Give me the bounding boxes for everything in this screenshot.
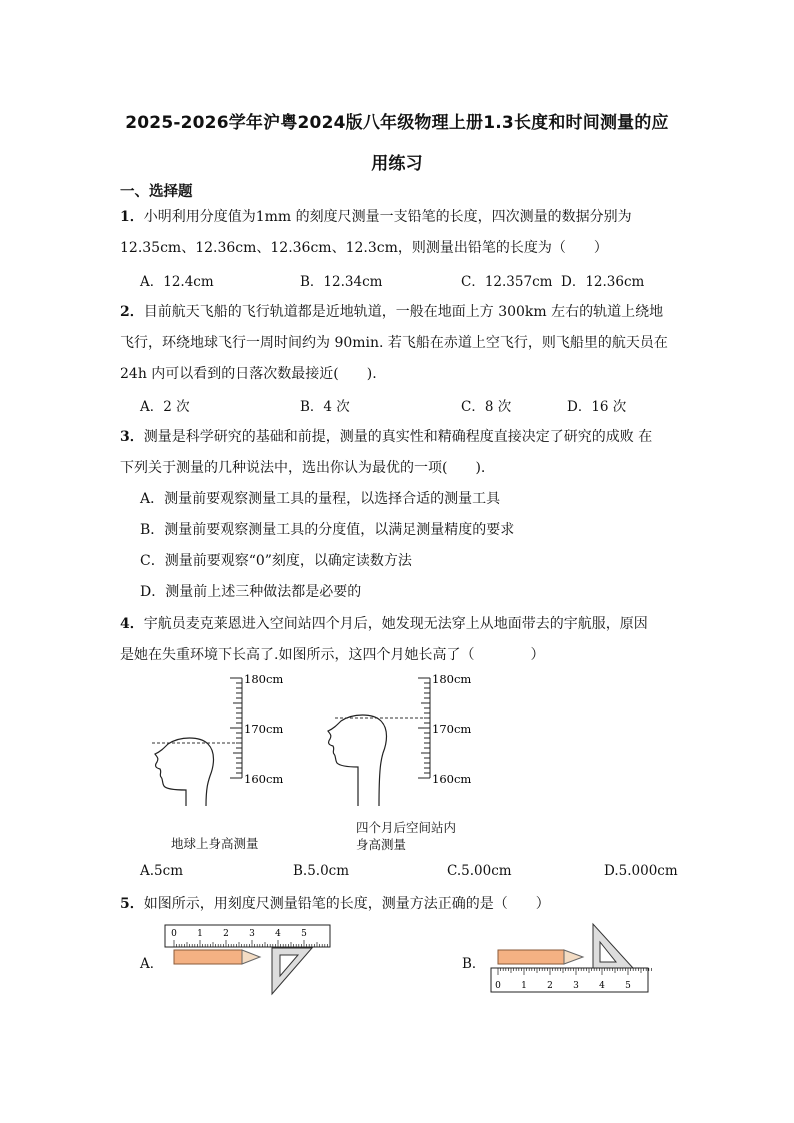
caption-space-measurement-line2: 身高测量 [356, 837, 407, 852]
pencil-a-tip [242, 950, 260, 964]
q2-line2: 飞行，环绕地球飞行一周时间约为 90min. 若飞船在赤道上空飞行，则飞船里的航天员在 [120, 335, 668, 351]
q4-option-b: B.5.0cm [293, 863, 350, 879]
ruler-number: 0 [495, 981, 501, 991]
q1-option-d: D．12.36cm [561, 274, 645, 290]
q3-number: 3． [120, 429, 144, 445]
pencil-a-body [174, 950, 242, 964]
ruler-figure-b [488, 922, 653, 997]
right-height-scale [418, 672, 471, 786]
ruler-number: 2 [223, 929, 229, 939]
q3-option-c: C．测量前要观察“0”刻度，以确定读数方法 [140, 553, 412, 569]
left-scale-label-170: 170cm [244, 722, 284, 736]
q5-text1: 如图所示，用刻度尺测量铅笔的长度，测量方法正确的是（ ） [143, 896, 550, 912]
q2-line1 [120, 301, 680, 321]
q2-number: 2． [120, 304, 144, 320]
section-heading: 一、选择题 [120, 184, 193, 200]
q5-option-a-label: A． [140, 956, 164, 972]
doc-title-line2: 用练习 [371, 154, 423, 174]
q4-line1 [120, 613, 680, 633]
q2-text1: 目前航天飞船的飞行轨道都是近地轨道，一般在地面上方 300km 左右的轨道上绕地 [143, 304, 664, 320]
ruler-number: 4 [599, 981, 605, 991]
right-head-outline [328, 715, 387, 806]
q5-option-b-label: B． [462, 956, 486, 972]
q2-option-b: B．4 次 [300, 399, 350, 415]
left-head-outline [155, 738, 214, 806]
left-height-scale [230, 672, 283, 786]
ruler-number: 3 [573, 981, 579, 991]
ruler-number: 3 [249, 929, 255, 939]
q4-number: 4． [120, 616, 144, 632]
q1-text1: 小明利用分度值为1mm 的刻度尺测量一支铅笔的长度，四次测量的数据分别为 [143, 209, 632, 225]
q1-line1 [120, 206, 680, 226]
left-scale-label-180: 180cm [244, 672, 284, 686]
q3-line1 [120, 426, 680, 446]
q4-text1: 宇航员麦克莱恩进入空间站四个月后，她发现无法穿上从地面带去的宇航服，原因 [143, 616, 648, 632]
caption-space-measurement-line1: 四个月后空间站内 [356, 820, 457, 835]
ruler-number: 2 [547, 981, 553, 991]
height-measurement-figure [130, 668, 560, 828]
q3-option-a: A．测量前要观察测量工具的量程，以选择合适的测量工具 [140, 491, 501, 507]
q3-text1: 测量是科学研究的基础和前提，测量的真实性和精确程度直接决定了研究的成败 在 [143, 429, 653, 445]
q1-option-c: C．12.357cm [461, 274, 553, 290]
q1-option-b: B．12.34cm [300, 274, 383, 290]
ruler-number: 1 [521, 981, 527, 991]
q2-option-d: D．16 次 [567, 399, 627, 415]
right-scale-label-170: 170cm [432, 722, 472, 736]
right-scale-label-180: 180cm [432, 672, 472, 686]
pencil-b-tip [564, 950, 583, 964]
q2-option-a: A．2 次 [140, 399, 190, 415]
q4-option-c: C.5.00cm [447, 863, 512, 879]
ruler-number: 4 [275, 929, 281, 939]
q4-option-a: A.5cm [140, 863, 183, 879]
ruler-number: 5 [625, 981, 631, 991]
caption-earth-measurement: 地球上身高测量 [171, 836, 259, 851]
q1-option-a: A．12.4cm [140, 274, 214, 290]
pencil-b-body [498, 950, 564, 964]
right-scale-label-160: 160cm [432, 772, 472, 786]
q2-option-c: C．8 次 [461, 399, 512, 415]
q1-line2: 12.35cm、12.36cm、12.36cm、12.3cm，则测量出铅笔的长度为（ ） [120, 240, 608, 256]
q5-line1 [120, 893, 680, 913]
left-scale-label-160: 160cm [244, 772, 284, 786]
q3-option-b: B．测量前要观察测量工具的分度值，以满足测量精度的要求 [140, 522, 515, 538]
doc-title-line1: 2025-2026学年沪粤2024版八年级物理上册1.3长度和时间测量的应 [125, 113, 669, 133]
ruler-number: 0 [171, 929, 177, 939]
ruler-number: 1 [197, 929, 203, 939]
q1-number: 1． [120, 209, 144, 225]
q3-option-d: D．测量前上述三种做法都是必要的 [140, 584, 362, 600]
q4-option-d: D.5.000cm [604, 863, 678, 879]
q2-line3: 24h 内可以看到的日落次数最接近( ). [120, 366, 377, 382]
q3-line2: 下列关于测量的几种说法中，选出你认为最优的一项( ). [120, 460, 486, 476]
q5-number: 5． [120, 896, 144, 912]
q4-line2: 是她在失重环境下长高了.如图所示，这四个月她长高了（ ） [120, 647, 545, 663]
ruler-figure-a [160, 922, 335, 997]
ruler-number: 5 [301, 929, 307, 939]
